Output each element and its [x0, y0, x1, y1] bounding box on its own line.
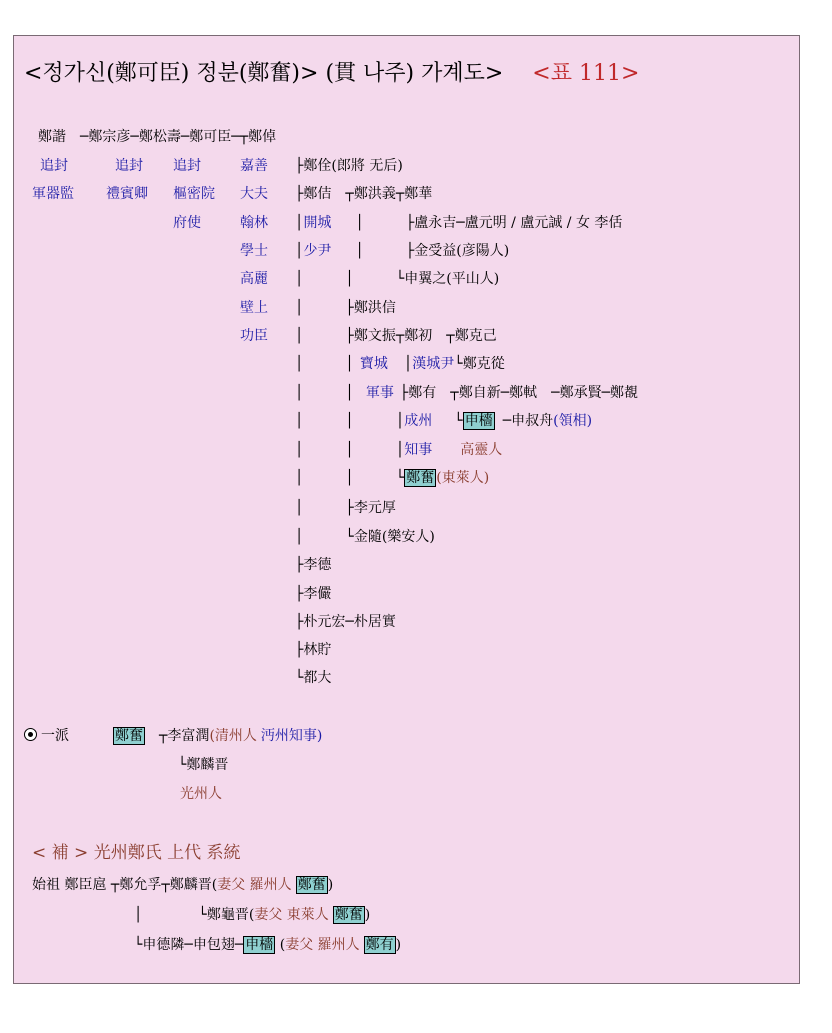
tree-row-10-title: 軍事	[365, 385, 394, 401]
branch-spouse-office: 沔州知事)	[260, 728, 323, 744]
tree-row-19: ├林貯	[295, 642, 332, 658]
branch-son-origin: 光州人	[180, 786, 222, 802]
title-d2: 大夫	[240, 186, 268, 202]
tree-row-12-title: 知事	[404, 442, 433, 458]
title-d5: 高麗	[240, 271, 268, 287]
title-a1: 追封	[40, 158, 68, 174]
tree-row-20: └都大	[295, 670, 332, 686]
radio-icon	[24, 728, 37, 741]
supplement-line-3-highlight-b: 鄭有	[365, 937, 394, 953]
tree-row-4-text: │ ├盧永吉─盧元明 / 盧元誠 / 女 李佸	[355, 215, 623, 231]
tree-row-5-title: 少尹	[303, 243, 332, 259]
supplement-line-2-note: 妻父 東萊人	[254, 907, 329, 923]
tree-row-10-text: ├鄭有 ┬鄭自新─鄭軾 ─鄭承賢─鄭覩	[399, 385, 639, 401]
tree-row-12	[295, 441, 502, 459]
tree-row-1: 鄭諧 ─鄭宗彦─鄭松壽─鄭可臣─┬鄭倬	[38, 129, 277, 145]
supplement-heading: < 補 > 光州鄭氏 上代 系統	[32, 843, 241, 863]
tree-row-9-bar: │	[403, 356, 413, 372]
branch-name: 鄭奮	[115, 728, 143, 744]
supplement-line-3-note: 妻父 羅州人	[285, 937, 360, 953]
title-main: <정가신(鄭可臣) 정분(鄭奮)> (貫 나주) 가계도>	[24, 61, 504, 86]
tree-row-15: │ └金隨(樂安人)	[295, 529, 435, 545]
title-c3: 府使	[173, 215, 201, 231]
tree-row-14: │ ├李元厚	[295, 500, 396, 516]
tree-row-9-title-a: 寶城	[359, 356, 388, 372]
tree-row-9-text: └鄭克從	[454, 356, 505, 372]
supplement-line-1-text: 始祖 鄭臣扈 ┬鄭允孚┬鄭麟晋(	[32, 877, 218, 893]
title-d6: 壁上	[240, 300, 268, 316]
tree-row-11-note: (領相)	[553, 413, 593, 429]
tree-row-10	[295, 384, 638, 402]
tree-row-11-corner: └	[454, 413, 463, 429]
tree-row-5-line: │	[295, 243, 304, 259]
tree-row-11-highlight: 申檣	[464, 413, 493, 429]
tree-row-16: ├李德	[295, 557, 332, 573]
tree-row-13-line: │ │ └	[295, 470, 405, 486]
tree-row-8: │ ├鄭文振┬鄭初 ┬鄭克己	[295, 328, 497, 344]
supplement-line-3	[134, 936, 401, 954]
tree-row-10-line: │ │	[295, 385, 354, 401]
supplement-line-2-text: │ └鄭龜晋(	[134, 907, 255, 923]
title-c1: 追封	[173, 158, 201, 174]
title-a2: 軍器監	[32, 186, 74, 202]
supplement-line-3-highlight-a: 申檣	[245, 937, 274, 953]
tree-row-3: ├鄭佶 ┬鄭洪義┬鄭華	[295, 186, 433, 202]
title-d4: 學士	[240, 243, 268, 259]
tree-row-11	[295, 412, 592, 430]
supplement-line-3-open: (	[275, 937, 286, 953]
tree-row-11-text: ─申叔舟	[502, 413, 554, 429]
supplement-line-2-close: )	[364, 907, 371, 923]
tree-row-2: ├鄭佺(郎將 无后)	[295, 158, 403, 174]
diagram-title	[24, 60, 639, 88]
tree-row-4-title: 開城	[303, 215, 332, 231]
tree-row-4	[295, 214, 622, 232]
title-b1: 追封	[115, 158, 143, 174]
supplement-line-3-close: )	[395, 937, 402, 953]
title-d7: 功臣	[240, 328, 268, 344]
supplement-line-1-close: )	[327, 877, 334, 893]
supplement-line-1-highlight: 鄭奮	[297, 877, 326, 893]
tree-row-11-title: 成州	[404, 413, 433, 429]
tree-row-13	[295, 469, 489, 487]
tree-row-11-line: │ │ │	[295, 413, 405, 429]
supplement-line-1-note: 妻父 羅州人	[217, 877, 292, 893]
branch-spouse-origin: (清州人	[209, 728, 257, 744]
tree-row-4-line: │	[295, 215, 304, 231]
table-number: <표 111>	[532, 61, 640, 86]
tree-row-12-origin: 高靈人	[460, 442, 503, 458]
title-b2: 禮賓卿	[106, 186, 148, 202]
branch-spouse: ┬李富潤	[159, 728, 210, 744]
branch-row	[24, 727, 322, 745]
supplement-line-2-highlight: 鄭奮	[334, 907, 363, 923]
title-c2: 樞密院	[173, 186, 215, 202]
tree-row-9-line: │ │	[295, 356, 354, 372]
branch-label: 一派	[41, 728, 69, 744]
supplement-line-3-text: └申德隣─申包翅─	[134, 937, 244, 953]
branch-son: └鄭麟晋	[178, 757, 229, 773]
tree-row-13-origin: (東萊人)	[436, 470, 490, 486]
tree-row-9-title-b: 漢城尹	[412, 356, 455, 372]
tree-row-9	[295, 355, 505, 373]
supplement-line-2	[134, 906, 370, 924]
title-d1: 嘉善	[240, 158, 268, 174]
title-d3: 翰林	[240, 215, 268, 231]
tree-row-5	[295, 242, 509, 260]
tree-row-12-line: │ │ │	[295, 442, 405, 458]
supplement-line-1	[32, 876, 333, 894]
tree-row-17: ├李儼	[295, 586, 332, 602]
tree-row-18: ├朴元宏─朴居實	[295, 614, 396, 630]
tree-row-7: │ ├鄭洪信	[295, 300, 396, 316]
tree-row-5-text: │ ├金受益(彦陽人)	[355, 243, 510, 259]
tree-row-13-highlight: 鄭奮	[406, 470, 435, 486]
tree-row-6: │ │ └申翼之(平山人)	[295, 271, 500, 287]
